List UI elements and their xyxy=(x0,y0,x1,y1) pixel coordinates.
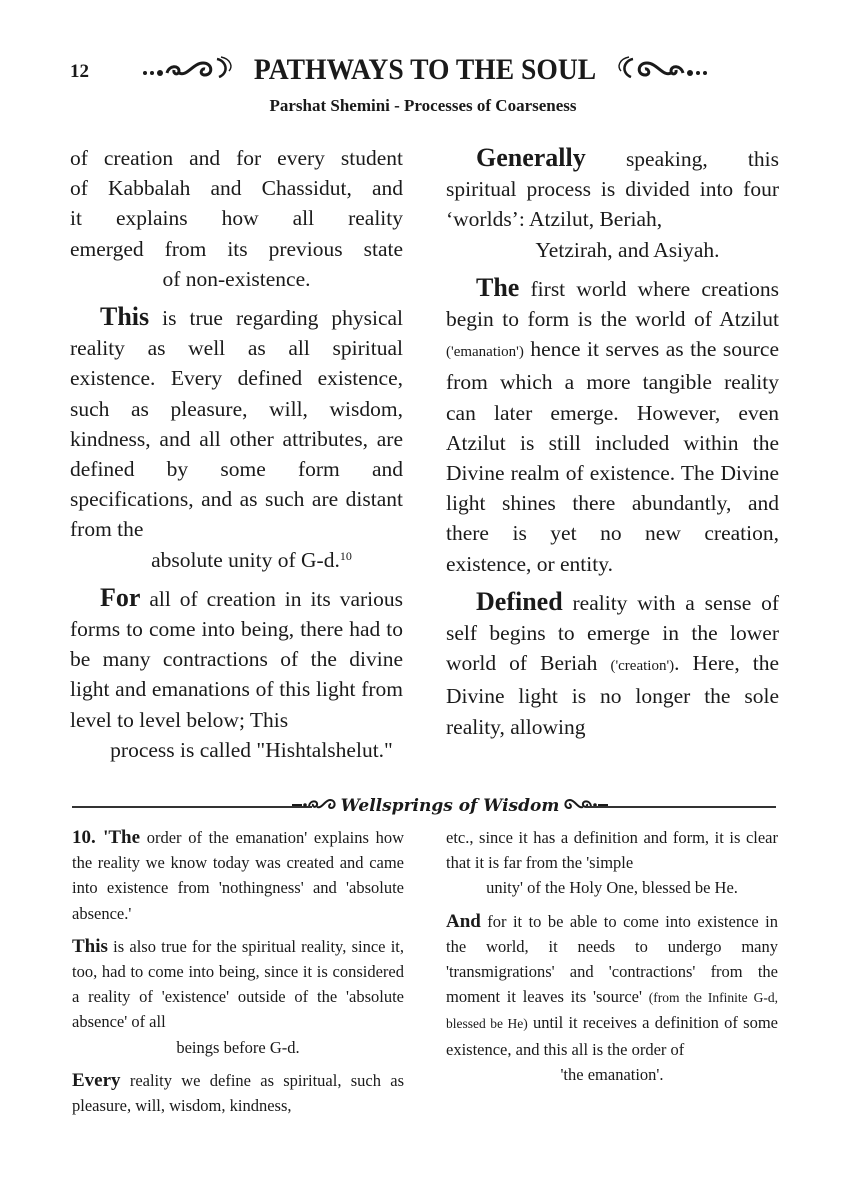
paragraph-for xyxy=(70,583,403,765)
footnote-lead: And xyxy=(446,910,481,932)
page-number: 12 xyxy=(70,61,89,82)
footnote-paragraph-and xyxy=(446,909,778,1087)
footnote-lead: Every xyxy=(72,1069,121,1091)
running-header xyxy=(130,52,720,88)
divider-rule-left xyxy=(72,806,312,808)
aside-translation: ('emanation') xyxy=(446,344,524,361)
footnote-text: until it receives a definition of some existence, and this all is the order of xyxy=(446,1013,778,1059)
right-flourish-ornament-icon xyxy=(617,55,709,86)
main-right-column xyxy=(446,143,779,750)
text-line: of Kabbalah and Chassidut, and xyxy=(70,176,403,201)
footnote-text: for it to be able to come into existence in the world, it needs to undergo many 'transmigrations' and 'contractions' from the moment it leaves its 'source' xyxy=(446,911,778,1007)
footnotes-section-title: Wellsprings of Wisdom xyxy=(340,796,560,816)
lead-word: For xyxy=(100,582,141,612)
aside-translation: ('creation') xyxy=(610,658,675,675)
lead-word: Defined xyxy=(476,586,563,616)
paragraph-text: reality with a sense of self begins to emerge in the lower world of Beriah xyxy=(446,590,779,676)
book-title: PATHWAYS TO THE SOUL xyxy=(253,53,597,86)
footnote-text: is also true for the spiritual reality, since it, too, had to come into being, since it is considered a reality of 'existence' outside of the 'absolute absence' of all xyxy=(72,936,404,1032)
paragraph-text: . Here, the Divine light is no longer the sole reality, allowing xyxy=(446,651,779,739)
text-line: process is called "Hishtalshelut." xyxy=(110,737,393,762)
text-line: beings before G-d. xyxy=(176,1037,300,1057)
footnote-paragraph-this xyxy=(72,934,404,1060)
text-line: it explains how all reality xyxy=(70,206,403,231)
main-left-column xyxy=(70,143,403,773)
aside-note: (from the Infinite G-d, blessed be He) xyxy=(446,990,778,1032)
paragraph-continuation xyxy=(70,143,403,294)
chapter-subtitle: Parshat Shemini - Processes of Coarseness xyxy=(269,96,577,115)
text-line: 'the emanation'. xyxy=(560,1064,664,1084)
footnote-10 xyxy=(72,825,404,926)
footnote-text: order of the emanation' explains how the reality we know today was created and came into existence from 'nothingness' and 'absolute absence.' xyxy=(72,828,404,923)
footnotes-divider xyxy=(72,795,776,817)
divider-flourish-left-icon xyxy=(292,796,338,817)
footnote-text: etc., since it has a definition and form, it is clear that it is far from the 'simple xyxy=(446,828,778,873)
text-line: emerged from its previous state xyxy=(70,236,403,261)
paragraph-text: speaking, this spiritual process is divided into four ‘worlds’: Atzilut, Beriah, xyxy=(446,147,779,232)
paragraph-defined xyxy=(446,587,779,742)
left-flourish-ornament-icon xyxy=(141,55,233,86)
text-line: of non-existence. xyxy=(162,266,311,291)
footnotes-left-column xyxy=(72,825,404,1126)
paragraph-text: is true regarding physical reality as well as all spiritual existence. Every defined existence, such as pleasure, will, wisdom, kindness, and all other attributes, are defined by some form and specifications, and as such are distant from the xyxy=(70,306,403,542)
lead-word: The xyxy=(476,272,520,302)
divider-label-wrap xyxy=(310,795,590,817)
lead-word: Generally xyxy=(476,143,586,172)
text-line: of creation and for every student xyxy=(70,146,403,170)
footnote-text: reality we define as spiritual, such as pleasure, will, wisdom, kindness, xyxy=(72,1070,404,1116)
footnote-lead: This xyxy=(72,935,108,957)
paragraph-generally xyxy=(446,143,779,265)
paragraph-text: hence it serves as the source from which a more tangible reality can later emerge. However, even Atzilut is still included within the Divine realm of existence. The Divine light shines there abundantly, and there is yet no new creation, existence, or entity. xyxy=(446,337,779,576)
last-line-text: absolute unity of G-d. xyxy=(151,547,340,572)
text-line xyxy=(70,545,403,575)
paragraph-this xyxy=(70,302,403,575)
footnote-reference[interactable]: 10 xyxy=(339,548,352,563)
footnote-lead: 10. 'The xyxy=(72,827,141,848)
footnote-paragraph-every xyxy=(72,1068,404,1118)
paragraph-text: first world where creations begin to form is the world of Atzilut xyxy=(446,276,779,332)
divider-rule-right xyxy=(586,806,776,808)
footnote-paragraph-etc xyxy=(446,825,778,901)
lead-word: This xyxy=(100,302,150,332)
paragraph-the-first-world xyxy=(446,273,779,579)
text-line: Yetzirah, and Asiyah. xyxy=(535,237,720,262)
text-line: unity' of the Holy One, blessed be He. xyxy=(486,878,738,898)
paragraph-text: all of creation in its various forms to come into being, there had to be many contractions of the divine light and emanations of this light from level to level below; This xyxy=(70,586,403,732)
footnotes-right-column xyxy=(446,825,778,1095)
